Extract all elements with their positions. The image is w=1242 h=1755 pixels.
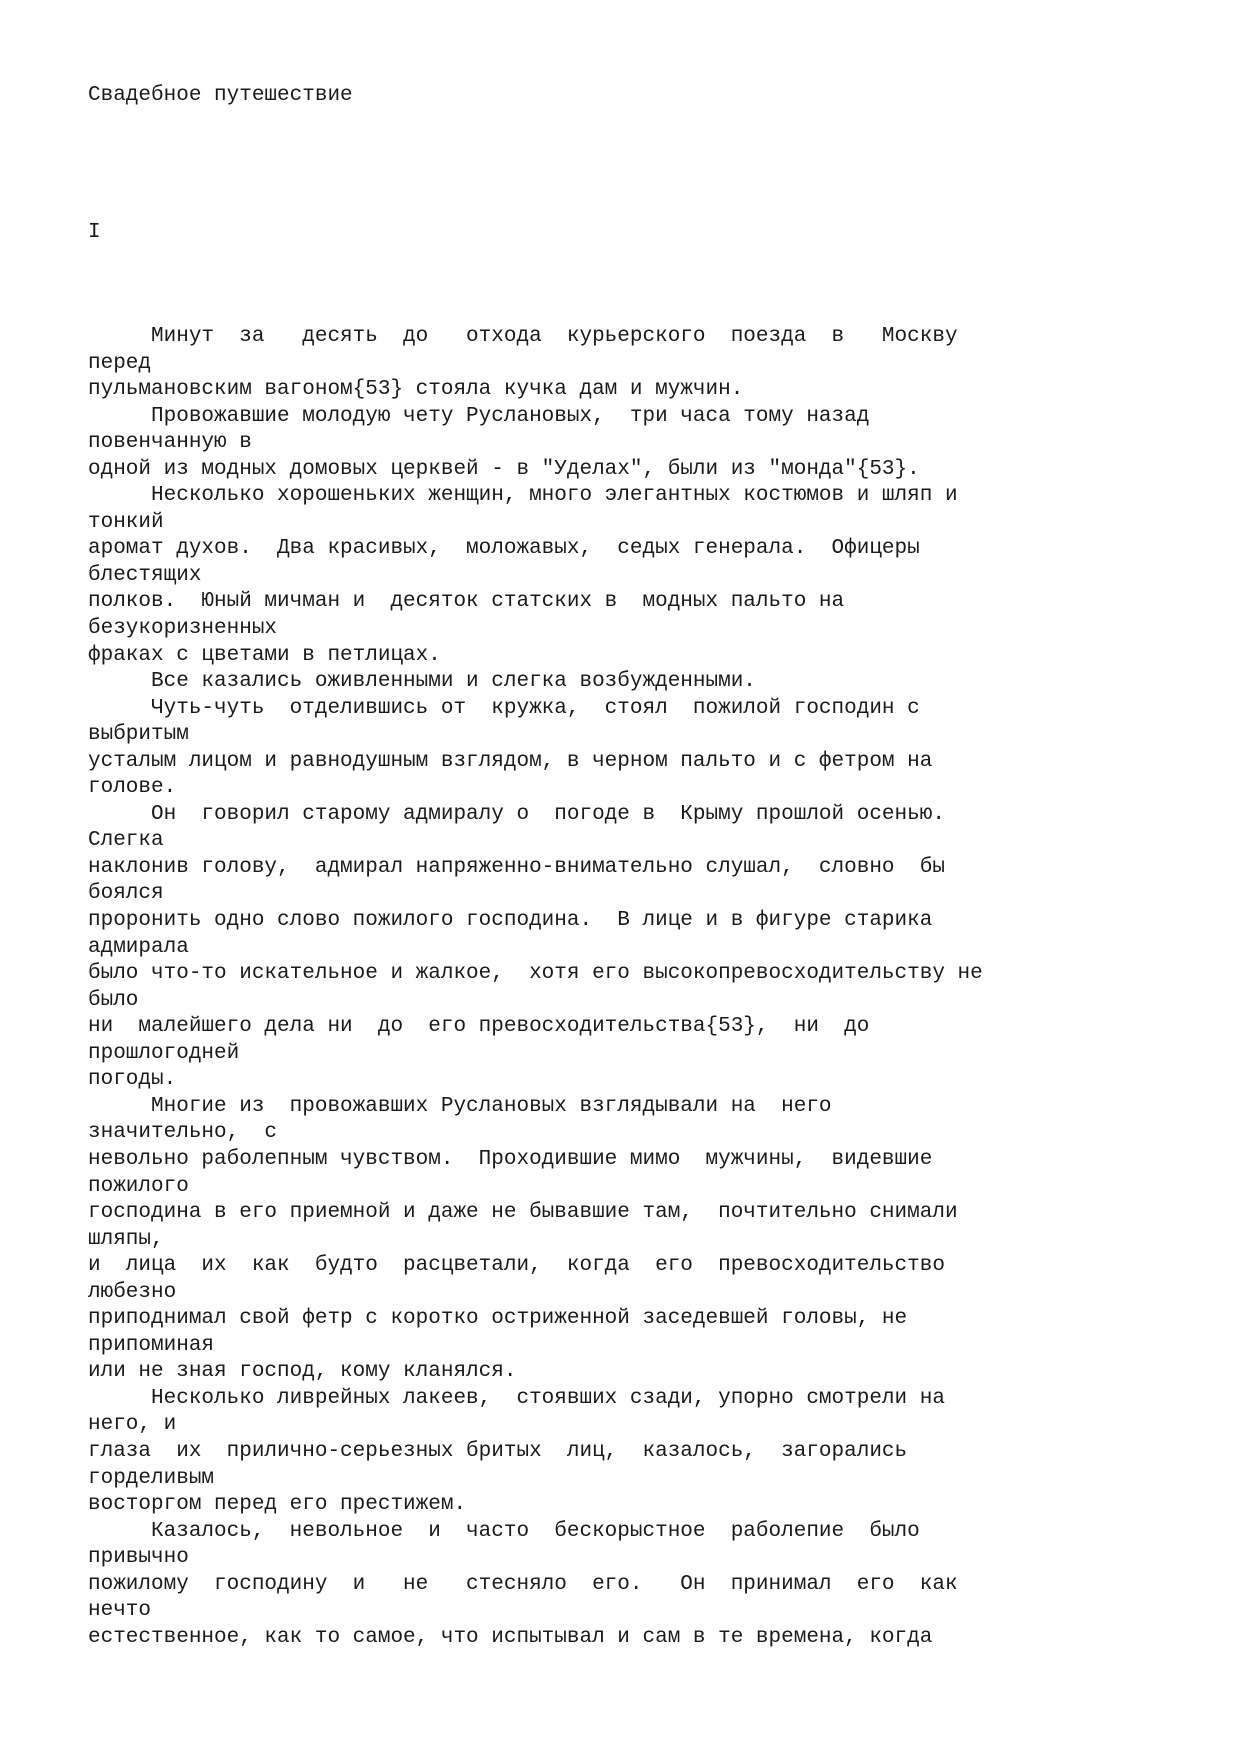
text-line: полков. Юный мичман и десяток статских в модных пальто на xyxy=(88,590,845,614)
text-line: пульмановским вагоном{53} стояла кучка дам и мужчин. xyxy=(88,378,744,402)
text-line: господина в его приемной и даже не бывавшие там, почтительно снимали xyxy=(88,1201,958,1225)
text-line: было что-то искательное и жалкое, хотя его высокопревосходительству не xyxy=(88,962,983,986)
text-line: безукоризненных xyxy=(88,617,278,641)
text-line: Провожавшие молодую чету Руслановых, три часа тому назад xyxy=(88,404,870,428)
text-line: блестящих xyxy=(88,563,202,587)
text-line: привычно xyxy=(88,1546,189,1570)
text-line: аромат духов. Два красивых, моложавых, седых генерала. Офицеры xyxy=(88,537,920,561)
text-line: шляпы, xyxy=(88,1227,164,1251)
text-line: Минут за десять до отхода курьерского поезда в Москву xyxy=(88,325,958,348)
text-line: значительно, с xyxy=(88,1121,278,1145)
text-line: него, и xyxy=(88,1413,177,1437)
text-line: невольно раболепным чувством. Проходившие мимо мужчины, видевшие xyxy=(88,1147,933,1171)
text-line: нечто xyxy=(88,1599,152,1623)
text-line: было xyxy=(88,988,139,1012)
text-line: приподнимал свой фетр с коротко остриженной заседевшей головы, не xyxy=(88,1307,908,1331)
text-line: фраках с цветами в петлицах. xyxy=(88,643,441,667)
text-line: ни малейшего дела ни до его превосходительства{53}, ни до xyxy=(88,1015,870,1039)
text-line: Несколько ливрейных лакеев, стоявших сзади, упорно смотрели на xyxy=(88,1386,945,1410)
text-line: Все казались оживленными и слегка возбужденными. xyxy=(88,670,756,694)
text-line: выбритым xyxy=(88,723,189,747)
body-text xyxy=(88,324,1188,1651)
text-line: адмирала xyxy=(88,935,189,959)
text-line: погоды. xyxy=(88,1068,177,1092)
text-line: перед xyxy=(88,351,152,375)
text-line: Чуть-чуть отделившись от кружка, стоял пожилой господин с xyxy=(88,696,920,720)
text-line: наклонив голову, адмирал напряженно-внимательно слушал, словно бы xyxy=(88,855,945,879)
text-line: Он говорил старому адмиралу о погоде в Крыму прошлой осенью. xyxy=(88,802,945,826)
chapter-heading: I xyxy=(88,221,101,244)
text-line: Слегка xyxy=(88,829,164,853)
text-line: пожилого xyxy=(88,1174,189,1198)
text-line: пожилому господину и не стесняло его. Он принимал его как xyxy=(88,1572,958,1596)
text-line: или не зная господ, кому кланялся. xyxy=(88,1360,517,1384)
text-line: прошлогодней xyxy=(88,1041,240,1065)
text-line: повенчанную в xyxy=(88,431,252,455)
text-line: Казалось, невольное и часто бескорыстное раболепие было xyxy=(88,1519,920,1543)
text-line: проронить одно слово пожилого господина. В лице и в фигуре старика xyxy=(88,909,933,933)
text-line: и лица их как будто расцветали, когда его превосходительство xyxy=(88,1254,945,1278)
text-line: усталым лицом и равнодушным взглядом, в черном пальто и с фетром на xyxy=(88,749,933,773)
text-line: припоминая xyxy=(88,1333,215,1357)
text-line: голове. xyxy=(88,776,177,800)
text-line: одной из модных домовых церквей - в "Уделах", были из "монда"{53}. xyxy=(88,457,920,481)
text-line: Несколько хорошеньких женщин, много элегантных костюмов и шляп и xyxy=(88,484,958,508)
document-title: Свадебное путешествие xyxy=(88,84,353,107)
text-line: глаза их прилично-серьезных бритых лиц, казалось, загорались xyxy=(88,1439,908,1463)
text-line: естественное, как то самое, что испытывал и сам в те времена, когда xyxy=(88,1625,933,1649)
text-line: боялся xyxy=(88,882,164,906)
text-line: тонкий xyxy=(88,510,164,534)
text-line: горделивым xyxy=(88,1466,215,1490)
text-line: Многие из провожавших Руслановых взглядывали на него xyxy=(88,1094,832,1118)
text-line: восторгом перед его престижем. xyxy=(88,1493,467,1517)
text-line: любезно xyxy=(88,1280,177,1304)
